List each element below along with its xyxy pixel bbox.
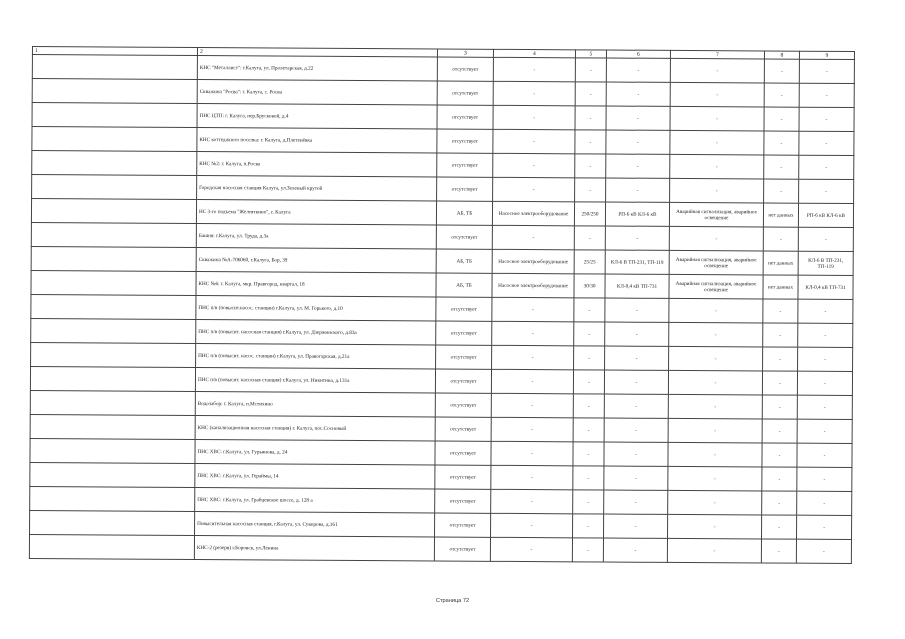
data-status-cell: - — [762, 395, 797, 419]
power-cell: - — [575, 82, 606, 106]
emergency-systems-cell: - — [668, 418, 762, 443]
equipment-cell: - — [491, 465, 573, 490]
power-cell: - — [574, 346, 605, 370]
power-cell: - — [574, 298, 605, 322]
object-name-cell: ПНС ХВС: г.Калуга, ул. Гераймы, 14 — [195, 464, 435, 489]
backup-source-cell: отсутствует — [435, 513, 491, 537]
alt-line-cell: - — [799, 131, 854, 155]
supply-line-cell: - — [605, 322, 669, 346]
power-cell: - — [573, 418, 604, 442]
row-number-cell — [32, 55, 197, 80]
supply-line-cell: - — [604, 370, 668, 394]
data-status-cell: - — [763, 299, 798, 323]
data-status-cell: - — [764, 83, 799, 107]
equipment-cell: - — [491, 489, 573, 514]
object-name-cell: КНС (канализационная насосная станция) г. Калуга, пос.Сосновый — [195, 416, 435, 441]
alt-line-cell: - — [797, 443, 852, 467]
data-status-cell: - — [763, 347, 798, 371]
row-number-cell — [30, 510, 195, 535]
supply-line-cell: - — [605, 298, 669, 322]
equipment-cell: - — [493, 129, 575, 154]
power-cell: - — [574, 322, 605, 346]
object-name-cell: КНС №6: г. Калуга, мкр. Правгород, квартал, 18 — [196, 272, 436, 297]
emergency-systems-cell: Аварийная сигнализация, аварийное освещение — [669, 202, 763, 227]
object-name-cell: КНС "Металлист": г.Калуга, ул. Пролетарская, д.22 — [197, 56, 437, 81]
data-status-cell: - — [762, 371, 797, 395]
supply-line-cell: - — [605, 346, 669, 370]
power-cell: - — [575, 106, 606, 130]
row-number-cell — [31, 270, 196, 295]
supply-line-cell: - — [606, 58, 670, 82]
supply-line-cell: - — [603, 538, 667, 562]
backup-source-cell: отсутствует — [437, 105, 493, 129]
emergency-systems-cell: Аварийная сигнализация, аварийное освещение — [669, 250, 763, 275]
backup-source-cell: отсутствует — [435, 369, 491, 393]
supply-line-cell: - — [606, 178, 670, 202]
object-name-cell: Скважина №А-706060, г.Калуга, Бор, 39 — [196, 248, 436, 273]
power-cell: - — [573, 514, 604, 538]
row-number-cell — [32, 151, 197, 176]
emergency-systems-cell: - — [668, 490, 762, 515]
header-cell-5: 5 — [575, 50, 606, 58]
object-name-cell: Повысительная насосная станция, г.Калуга, ул. Суворова, д.161 — [195, 512, 435, 537]
equipment-cell: - — [491, 513, 573, 538]
data-status-cell: - — [763, 227, 798, 251]
power-cell: - — [572, 538, 603, 562]
emergency-systems-cell: - — [670, 178, 764, 203]
row-number-cell — [30, 438, 195, 463]
equipment-cell: - — [491, 441, 573, 466]
object-name-cell: ПНС п/в (повысит. насосная станция) г.Калуга, ул. Дзержинского, д.83а — [196, 320, 436, 345]
backup-source-cell: отсутствует — [436, 297, 492, 321]
row-number-cell — [30, 390, 195, 415]
equipment-cell: - — [493, 105, 575, 130]
equipment-cell: - — [493, 57, 575, 82]
data-status-cell: - — [762, 515, 797, 539]
power-cell: 25/25 — [574, 250, 605, 274]
data-status-cell: нет данных — [763, 251, 798, 275]
row-number-cell — [30, 486, 195, 511]
data-status-cell: - — [764, 107, 799, 131]
backup-source-cell: отсутствует — [437, 177, 493, 201]
backup-source-cell: отсутствует — [435, 417, 491, 441]
emergency-systems-cell: - — [668, 394, 762, 419]
backup-source-cell: отсутствует — [434, 537, 490, 561]
object-name-cell: Скважина "Росва": г. Калуга, с. Росва — [197, 80, 437, 105]
emergency-systems-cell: - — [668, 370, 762, 395]
backup-source-cell: АБ, ТБ — [436, 273, 492, 297]
row-number-cell — [32, 79, 197, 104]
row-number-cell — [31, 222, 196, 247]
backup-source-cell: отсутствует — [436, 225, 492, 249]
backup-source-cell: отсутствует — [436, 345, 492, 369]
page-number: Страница 72 — [435, 598, 470, 604]
alt-line-cell: - — [797, 467, 852, 491]
supply-line-cell: - — [606, 106, 670, 130]
alt-line-cell: - — [797, 491, 852, 515]
alt-line-cell: - — [799, 59, 854, 83]
equipment-cell: Насосное электрооборудование — [492, 201, 574, 226]
power-cell: - — [575, 154, 606, 178]
equipment-cell: - — [493, 177, 575, 202]
equipment-cell: - — [492, 345, 574, 370]
object-name-cell: КНС-2 (резерв) г.Боровск, ул.Ленина — [194, 536, 434, 561]
power-cell: - — [573, 466, 604, 490]
backup-source-cell: отсутствует — [435, 441, 491, 465]
power-cell: - — [573, 490, 604, 514]
data-status-cell: - — [764, 155, 799, 179]
alt-line-cell: - — [797, 371, 852, 395]
emergency-systems-cell: - — [670, 130, 764, 155]
power-cell: - — [575, 178, 606, 202]
alt-line-cell: - — [799, 179, 854, 203]
alt-line-cell: - — [797, 395, 852, 419]
backup-source-cell: отсутствует — [437, 129, 493, 153]
header-cell-9: 9 — [799, 51, 854, 59]
supply-line-cell: - — [605, 226, 669, 250]
row-number-cell — [32, 103, 197, 128]
alt-line-cell: - — [799, 83, 854, 107]
power-cell: - — [575, 58, 606, 82]
object-name-cell: КНС коттеджного поселка: г. Калуга, д.Плетенёвка — [197, 128, 437, 153]
equipment-cell: - — [493, 81, 575, 106]
object-name-cell: КНС №2: г. Калуга, п.Росва — [197, 152, 437, 177]
emergency-systems-cell: - — [670, 106, 764, 131]
alt-line-cell: - — [798, 323, 853, 347]
power-cell: - — [573, 394, 604, 418]
row-number-cell — [30, 462, 195, 487]
emergency-systems-cell: - — [668, 466, 762, 491]
supply-line-cell: - — [604, 418, 668, 442]
row-number-cell — [32, 175, 197, 200]
equipment-cell: - — [492, 225, 574, 250]
supply-line-cell: - — [606, 130, 670, 154]
emergency-systems-cell: - — [669, 226, 763, 251]
row-number-cell — [31, 246, 196, 271]
emergency-systems-cell: Аварийная сигнализация, аварийное освещение — [669, 274, 763, 299]
equipment-cell: - — [490, 537, 572, 562]
equipment-cell: - — [491, 417, 573, 442]
supply-line-cell: - — [606, 82, 670, 106]
alt-line-cell: - — [798, 227, 853, 251]
equipment-cell: Насосное электрооборудование — [492, 273, 574, 298]
row-number-cell — [31, 199, 196, 224]
data-status-cell: - — [762, 467, 797, 491]
alt-line-cell: РП-6 кВ КЛ-6 кВ — [798, 203, 853, 227]
power-cell: 250/250 — [574, 202, 605, 226]
row-number-cell — [31, 342, 196, 367]
power-cell: - — [573, 370, 604, 394]
alt-line-cell: - — [799, 155, 854, 179]
object-name-cell: Башня: г.Калуга, ул. Труда, д.3а — [196, 224, 436, 249]
row-number-cell — [29, 534, 194, 559]
power-cell: - — [573, 442, 604, 466]
emergency-systems-cell: - — [670, 82, 764, 107]
equipment-cell: Насосное электрооборудование — [492, 249, 574, 274]
header-cell-2: 2 — [197, 48, 437, 57]
backup-source-cell: АБ, ТБ — [436, 249, 492, 273]
backup-source-cell: отсутствует — [435, 393, 491, 417]
supply-line-cell: РП-6 кВ КЛ-6 кВ — [605, 202, 669, 226]
object-name-cell: ПНС ХВС: г.Калуга, ул. Гурьянова, д. 24 — [195, 440, 435, 465]
object-name-cell: ПНС п/в (повысит. насосная станция) г.Калуга, ул. Никитина, д.131а — [195, 368, 435, 393]
data-status-cell: - — [763, 323, 798, 347]
alt-line-cell: - — [798, 299, 853, 323]
object-name-cell: ПНС п/в (повысит.насос. станции) г.Калуга, ул. М. Горького, д.10 — [196, 296, 436, 321]
header-cell-3: 3 — [437, 49, 493, 57]
equipment-cell: - — [491, 393, 573, 418]
emergency-systems-cell: - — [668, 442, 762, 467]
supply-line-cell: КЛ-6 В ТП-231, ТП-119 — [605, 250, 669, 274]
emergency-systems-cell: - — [669, 298, 763, 323]
supply-line-cell: КЛ-0,4 кВ ТП-731 — [605, 274, 669, 298]
table-row — [29, 534, 851, 563]
object-name-cell: ПНС п/в (повысит. насос. станции) г.Калуга, ул. Правогарская, д.21а — [196, 344, 436, 369]
backup-source-cell: отсутствует — [437, 57, 493, 81]
power-cell: 30/30 — [574, 274, 605, 298]
row-number-cell — [30, 414, 195, 439]
alt-line-cell: - — [798, 347, 853, 371]
header-cell-4: 4 — [493, 49, 575, 58]
data-status-cell: - — [762, 443, 797, 467]
object-name-cell: НС 3-го подъема "Желтяткино", г. Калуга — [196, 200, 436, 225]
power-cell: - — [574, 226, 605, 250]
backup-source-cell: отсутствует — [435, 489, 491, 513]
equipment-cell: - — [492, 297, 574, 322]
supply-line-cell: - — [604, 442, 668, 466]
alt-line-cell: - — [797, 515, 852, 539]
data-status-cell: - — [761, 539, 796, 563]
header-cell-1: 1 — [32, 47, 197, 56]
data-status-cell: - — [762, 419, 797, 443]
data-status-cell: - — [762, 491, 797, 515]
header-cell-8: 8 — [764, 51, 799, 59]
row-number-cell — [32, 127, 197, 152]
backup-source-cell: отсутствует — [437, 153, 493, 177]
emergency-systems-cell: - — [667, 538, 761, 563]
data-status-cell: - — [764, 179, 799, 203]
data-status-cell: нет данных — [763, 275, 798, 299]
supply-line-cell: - — [604, 466, 668, 490]
data-status-cell: - — [764, 131, 799, 155]
emergency-systems-cell: - — [669, 322, 763, 347]
alt-line-cell: КЛ-0,4 кВ ТП-731 — [798, 275, 853, 299]
emergency-systems-cell: - — [670, 58, 764, 83]
object-name-cell: Городская насосная станция Калуга, ул.Зеленый крутой — [197, 176, 437, 201]
header-cell-6: 6 — [606, 50, 670, 58]
backup-source-cell: отсутствует — [436, 321, 492, 345]
data-status-cell: нет данных — [763, 203, 798, 227]
row-number-cell — [31, 318, 196, 343]
alt-line-cell: - — [797, 419, 852, 443]
supply-line-cell: - — [604, 394, 668, 418]
power-cell: - — [575, 130, 606, 154]
data-table — [29, 46, 855, 564]
equipment-cell: - — [491, 369, 573, 394]
alt-line-cell: КЛ-6 В ТП-231, ТП-119 — [798, 251, 853, 275]
emergency-systems-cell: - — [668, 514, 762, 539]
row-number-cell — [30, 366, 195, 391]
equipment-cell: - — [492, 321, 574, 346]
emergency-systems-cell: - — [670, 154, 764, 179]
supply-line-cell: - — [606, 154, 670, 178]
row-number-cell — [31, 294, 196, 319]
alt-line-cell: - — [796, 539, 851, 563]
backup-source-cell: отсутствует — [437, 81, 493, 105]
backup-source-cell: АБ, ТБ — [436, 201, 492, 225]
header-cell-7: 7 — [670, 50, 764, 59]
data-status-cell: - — [764, 59, 799, 83]
alt-line-cell: - — [799, 107, 854, 131]
backup-source-cell: отсутствует — [435, 465, 491, 489]
supply-line-cell: - — [604, 514, 668, 538]
supply-line-cell: - — [604, 490, 668, 514]
object-name-cell: ПНС ХВС: г.Калуга, ул. Грабцевское шоссе, д. 128 а — [195, 488, 435, 513]
emergency-systems-cell: - — [669, 346, 763, 371]
equipment-cell: - — [493, 153, 575, 178]
object-name-cell: Водозабор: г. Калуга, п.Мстихино — [195, 392, 435, 417]
object-name-cell: ПНС ЦТП: г. Калуга, пер.Брусковой, д.4 — [197, 104, 437, 129]
